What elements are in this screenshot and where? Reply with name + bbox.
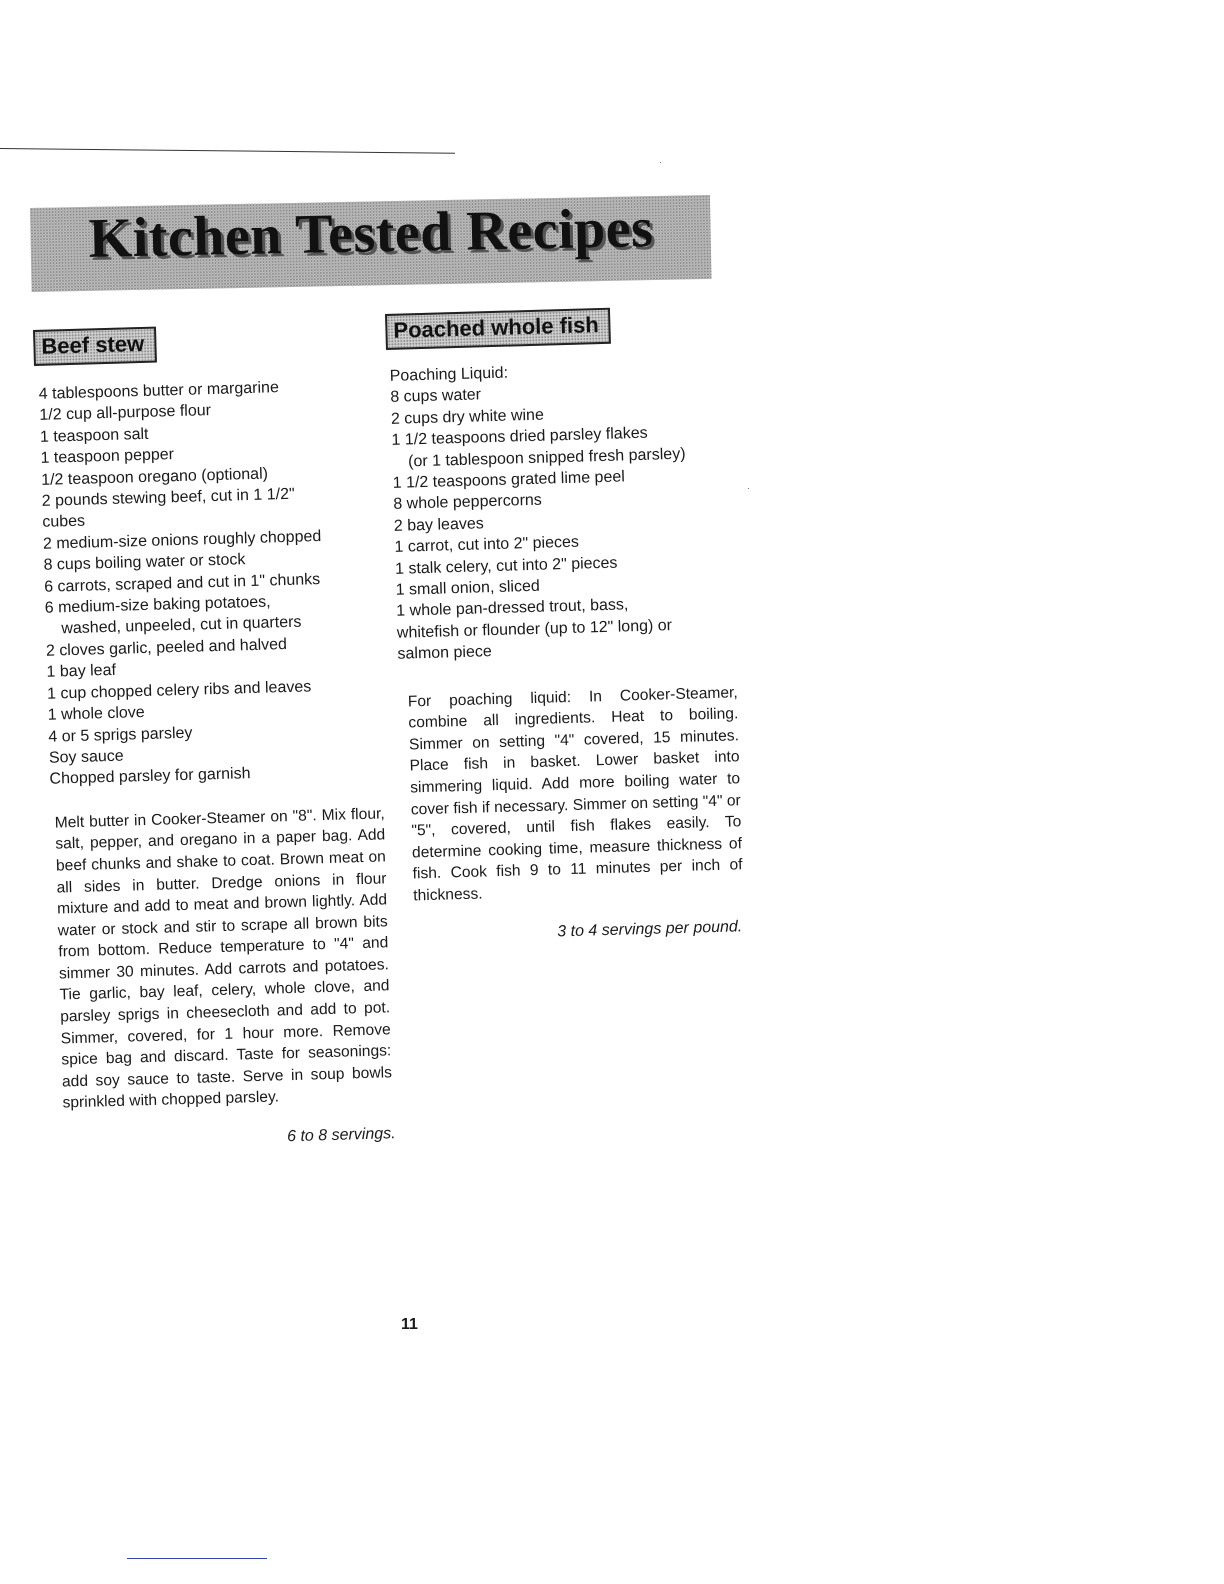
speck [748,488,749,489]
ingredient-item: 1/2 teaspoon oregano (optional) [40,465,269,489]
ingredient-item: Poaching Liquid: [389,364,509,385]
ingredient-item: 4 or 5 sprigs parsley [48,724,193,746]
ingredient-item: Chopped parsley for garnish [49,765,251,789]
beef-stew-column [33,320,406,1152]
beef-stew-heading: Beef stew [33,327,157,366]
bottom-rule [127,1558,267,1559]
beef-stew-yield: 6 to 8 servings. [286,1125,396,1146]
ingredient-item: 2 medium-size onions roughly chopped [42,527,322,553]
poached-fish-method: For poaching liquid: In Cooker-Steamer, combine all ingredients. Heat to boiling. Simmer on setting "4" covered, 15 minutes. Place fish in basket. Lower basket into simmering liquid. Add more boiling water to cover fish if necessary. Simmer on setting "4" or "5", covered, until fish flakes easily. To determine cooking time, measure thickness of fish. Cook fish 9 to 11 minutes per inch of thickness. [407,683,743,905]
ingredient-item: 4 tablespoons butter or margarine [38,379,280,403]
ingredient-item: 1 teaspoon salt [39,425,149,446]
page-number: 11 [401,1316,418,1333]
ingredient-item: 1/2 cup all-purpose flour [39,402,212,425]
ingredient-item: 2 pounds stewing beef, cut in 1 1/2" [41,485,295,510]
ingredient-item: 1 small onion, sliced [395,577,540,599]
beef-stew-method: Melt butter in Cooker-Steamer on "8". Mix flour, salt, pepper, and oregano in a paper bag. Add beef chunks and shake to coat. Brown meat on all sides in butter. Dredge onions in flour mixture and add to meat and brown lightly. Add water or stock and stir to scrape all brown bits from bottom. Reduce temperature to "4" and simmer 30 minutes. Add carrots and potatoes. Tie garlic, bay leaf, celery, whole clove, and parsley sprigs in cheesecloth and add to pot. Simmer, covered, for 1 hour more. Remove spice bag and discard. Taste for seasonings: add soy sauce to taste. Serve in soup bowls sprinkled with chopped parsley. [54,805,393,1112]
beef-stew-ingredients [39,374,396,790]
ingredient-item: 1 bay leaf [46,662,117,682]
top-rule [0,148,455,154]
poached-fish-heading: Poached whole fish [385,308,611,350]
poached-fish-ingredients [389,356,744,665]
ingredient-item: washed, unpeeled, cut in quarters [61,614,302,638]
ingredient-item: 1 cup chopped celery ribs and leaves [46,678,312,703]
speck [660,162,661,163]
ingredient-item: salmon piece [397,643,492,664]
ingredient-item: 1 carrot, cut into 2" pieces [394,533,580,557]
ingredient-item: 2 cups dry white wine [390,406,545,428]
ingredient-item: Soy sauce [48,747,124,767]
ingredient-item: 1 whole pan-dressed trout, bass, [396,596,629,621]
ingredient-item: cubes [42,513,86,532]
page-title: Kitchen Tested Recipes [88,197,654,270]
ingredient-item: 2 bay leaves [393,515,484,535]
ingredient-item: 6 carrots, scraped and cut in 1" chunks [43,570,321,596]
ingredient-item: 6 medium-size baking potatoes, [44,593,271,617]
ingredient-item: 1 1/2 teaspoons grated lime peel [392,468,626,492]
ingredient-item: 8 cups water [390,386,482,407]
poached-fish-yield: 3 to 4 servings per pound. [557,917,743,941]
ingredient-item: (or 1 tablespoon snipped fresh parsley) [407,445,686,471]
ingredient-item: 2 cloves garlic, peeled and halved [45,635,288,660]
ingredient-item: 8 cups boiling water or stock [43,551,246,575]
ingredient-item: 1 1/2 teaspoons dried parsley flakes [391,424,648,450]
ingredient-item: whitefish or flounder (up to 12" long) or [396,616,673,642]
ingredient-item: 1 whole clove [47,704,145,724]
ingredient-item: 1 stalk celery, cut into 2" pieces [394,554,618,578]
ingredient-item: 8 whole peppercorns [393,492,543,514]
poached-fish-column [385,304,752,945]
ingredient-item: 1 teaspoon pepper [40,446,175,468]
title-banner [30,195,711,292]
